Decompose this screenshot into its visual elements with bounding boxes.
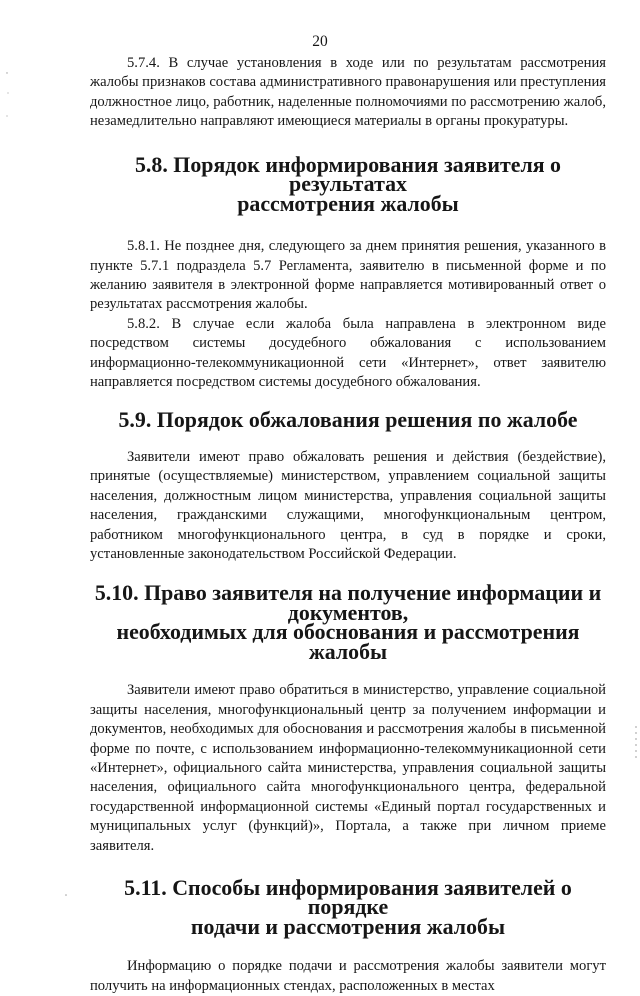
scan-speck — [6, 115, 7, 116]
heading-5-10 — [90, 580, 606, 664]
heading-5-8 — [90, 151, 606, 216]
scan-speck — [65, 894, 67, 896]
heading-5-9 — [90, 407, 606, 433]
heading-5-10-line-1: 5.10. Право заявителя на получение информации и документов, — [94, 580, 602, 625]
paragraph-5-9: Заявители имеют право обжаловать решения и действия (бездействие), принятые (осуществляемые) министерством, управлением социальной защиты населения, должностным лицом министерства, управления социальной защиты населения, гражданскими служащими, многофункциональным центром, работником многофункционального центра, в суд в порядке и сроки, установленные законодательством Российской Федерации. — [90, 448, 606, 562]
page-number: 20 — [312, 33, 328, 50]
heading-5-8-line-2: рассмотрения жалобы — [237, 190, 459, 216]
page-body — [90, 54, 606, 996]
heading-5-8-line-1: 5.8. Порядок информирования заявителя о результатах — [134, 151, 561, 197]
heading-5-11-line-2: подачи и рассмотрения жалобы — [190, 913, 506, 939]
heading-5-11 — [90, 874, 606, 939]
heading-5-9-line-1: 5.9. Порядок обжалования решения по жалобе — [118, 407, 578, 433]
paragraph-5-10: Заявители имеют право обратиться в министерство, управление социальной защиты населения, многофункциональный центр за получением информации и документов, необходимых для обоснования и рассмотрения жалобы в письменной форме по почте, с использованием информационно-телекоммуникационной сети «Интернет», официального сайта министерства, управления социальной защиты населения, официального сайта многофункционального центра, федеральной государственной информационной системы «Единый портал государственных и муниципальных услуг (функций)», Портала, а также при личном приеме заявителя. — [90, 682, 606, 854]
paragraph-5-11: Информацию о порядке подачи и рассмотрения жалобы заявители могут получить на информационных стендах, расположенных в местах — [90, 958, 606, 994]
heading-5-11-line-1: 5.11. Способы информирования заявителей о порядке — [124, 874, 572, 920]
heading-5-10-line-2: необходимых для обоснования и рассмотрения жалобы — [116, 619, 580, 664]
paragraph-5-8-1: 5.8.1. Не позднее дня, следующего за днем принятия решения, указанного в пункте 5.7.1 подраздела 5.7 Регламента, заявителю в письменной форме и по желанию заявителя в электронной форме направляется мотивированный ответ о результатах рассмотрения жалобы. — [90, 238, 606, 313]
scan-speck — [7, 92, 8, 93]
scan-speck — [6, 72, 7, 73]
paragraph-5-7-4: 5.7.4. В случае установления в ходе или по результатам рассмотрения жалобы признаков состава административного правонарушения или преступления должностное лицо, работник, наделенные полномочиями по рассмотрению жалоб, незамедлительно направляют имеющиеся материалы в органы прокуратуры. — [90, 55, 606, 130]
paragraph-5-8-2: 5.8.2. В случае если жалоба была направлена в электронном виде посредством системы досудебного обжалования с использованием информационно-телекоммуникационной сети «Интернет», ответ заявителю направляется посредством системы досудебного обжалования. — [90, 315, 606, 390]
